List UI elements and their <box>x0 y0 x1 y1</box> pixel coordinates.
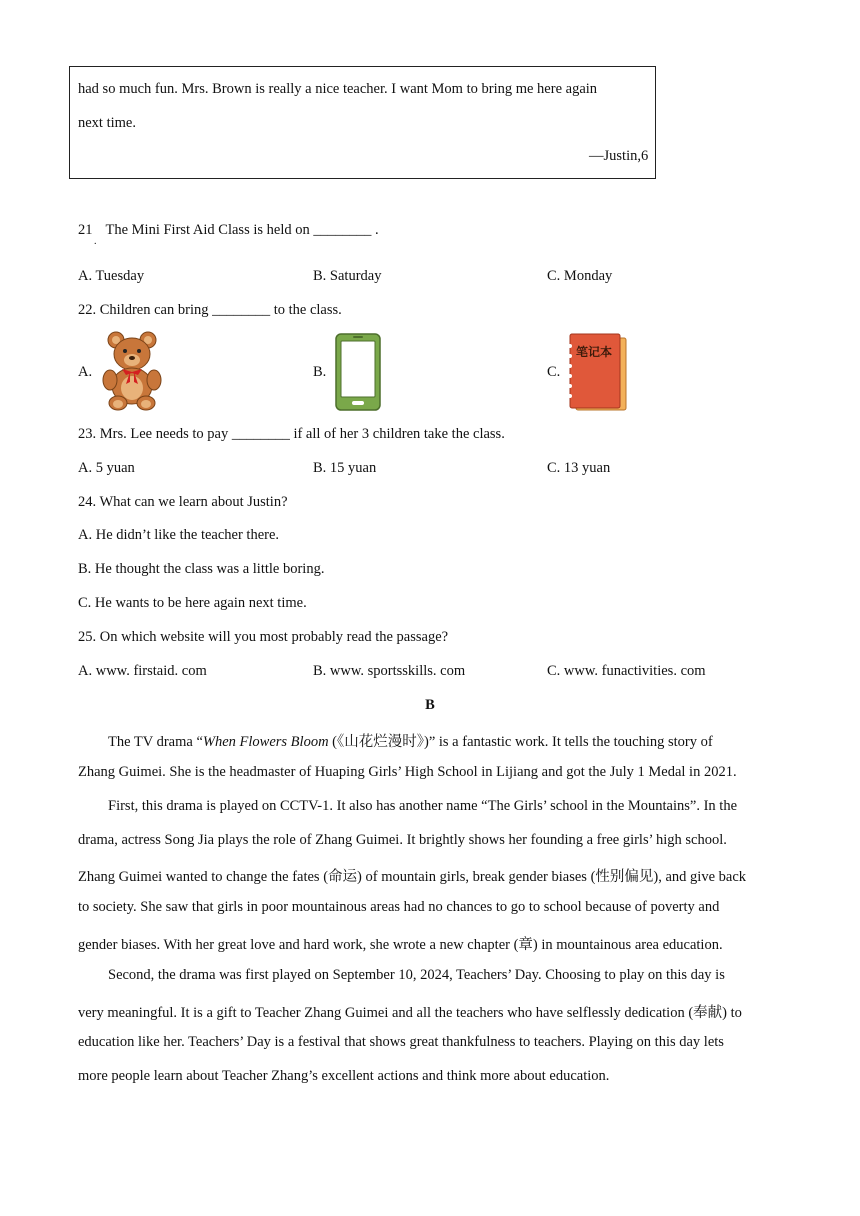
q24-option-a[interactable]: A. He didn’t like the teacher there. <box>78 527 280 543</box>
notebook-label: 笔记本 <box>576 345 613 359</box>
q22-option-b-label[interactable]: B. <box>313 364 327 380</box>
passage-b-p2-line1: First, this drama is played on CCTV-1. It also has another name “The Girls’ school in the Mountains”. In the <box>108 798 738 814</box>
passage-b-p3-line3: education like her. Teachers’ Day is a festival that shows great thankfulness to teachers. Playing on this day lets <box>78 1034 724 1050</box>
q23-option-c[interactable]: C. 13 yuan <box>547 460 611 476</box>
question-23-stem: 23. Mrs. Lee needs to pay ________ if all of her 3 children take the class. <box>78 426 505 442</box>
q24-option-c[interactable]: C. He wants to be here again next time. <box>78 595 307 611</box>
passage-b-p2-line4: to society. She saw that girls in poor mountainous areas had no chances to go to school because of poverty and <box>78 899 720 915</box>
passage-b-p3-line2: very meaningful. It is a gift to Teacher Zhang Guimei and all the teachers who have selflessly dedication (奉献) to <box>78 1005 742 1021</box>
teddy-bear-icon <box>100 330 164 412</box>
passage-b-p1-line2: Zhang Guimei. She is the headmaster of Huaping Girls’ High School in Lijiang and got the July 1 Medal in 2021. <box>78 764 737 780</box>
q21-option-a[interactable]: A. Tuesday <box>78 268 145 284</box>
q21-option-c[interactable]: C. Monday <box>547 268 613 284</box>
passage-b-p2-line3: Zhang Guimei wanted to change the fates (命运) of mountain girls, break gender biases (性别偏见), and give back <box>78 869 747 885</box>
letter-line-1: had so much fun. Mrs. Brown is really a nice teacher. I want Mom to bring me here again <box>78 81 598 97</box>
question-24-stem: 24. What can we learn about Justin? <box>78 494 288 510</box>
p1-pre: The TV drama “ <box>108 734 203 750</box>
question-21-number: 21 <box>78 222 93 238</box>
q23-option-b[interactable]: B. 15 yuan <box>313 460 377 476</box>
passage-b-p2-line2: drama, actress Song Jia plays the role of Zhang Guimei. It brightly shows her founding a free girls’ high school. <box>78 832 727 848</box>
question-21 <box>78 222 379 239</box>
q24-option-b[interactable]: B. He thought the class was a little boring. <box>78 561 325 577</box>
notebook-icon <box>566 332 630 412</box>
passage-b-p3-line1: Second, the drama was first played on September 10, 2024, Teachers’ Day. Choosing to play on this day is <box>108 967 725 983</box>
p1-post: (《山花烂漫时》)” is a fantastic work. It tells the touching story of <box>328 734 713 750</box>
letter-line-2: next time. <box>78 115 136 131</box>
q22-option-c-label[interactable]: C. <box>547 364 561 380</box>
section-b-title: B <box>425 697 435 713</box>
q22-option-a-label[interactable]: A. <box>78 364 93 380</box>
passage-b-p1-line1 <box>108 730 713 751</box>
letter-signature: —Justin,6 <box>589 148 649 164</box>
question-21-stem: The Mini First Aid Class is held on ________ . <box>105 222 379 238</box>
drama-title: When Flowers Bloom <box>202 734 329 750</box>
mobile-phone-icon <box>334 332 382 412</box>
q25-option-c[interactable]: C. www. funactivities. com <box>547 663 706 679</box>
q21-option-b[interactable]: B. Saturday <box>313 268 382 284</box>
q25-option-b[interactable]: B. www. sportsskills. com <box>313 663 466 679</box>
passage-b-p3-line4: more people learn about Teacher Zhang’s excellent actions and think more about education. <box>78 1068 610 1084</box>
q25-option-a[interactable]: A. www. firstaid. com <box>78 663 207 679</box>
q23-option-a[interactable]: A. 5 yuan <box>78 460 135 476</box>
decorative-dot: . <box>94 236 97 247</box>
question-25-stem: 25. On which website will you most probably read the passage? <box>78 629 449 645</box>
passage-b-p2-line5: gender biases. With her great love and hard work, she wrote a new chapter (章) in mountainous area education. <box>78 937 723 953</box>
question-22-stem: 22. Children can bring ________ to the class. <box>78 302 342 318</box>
